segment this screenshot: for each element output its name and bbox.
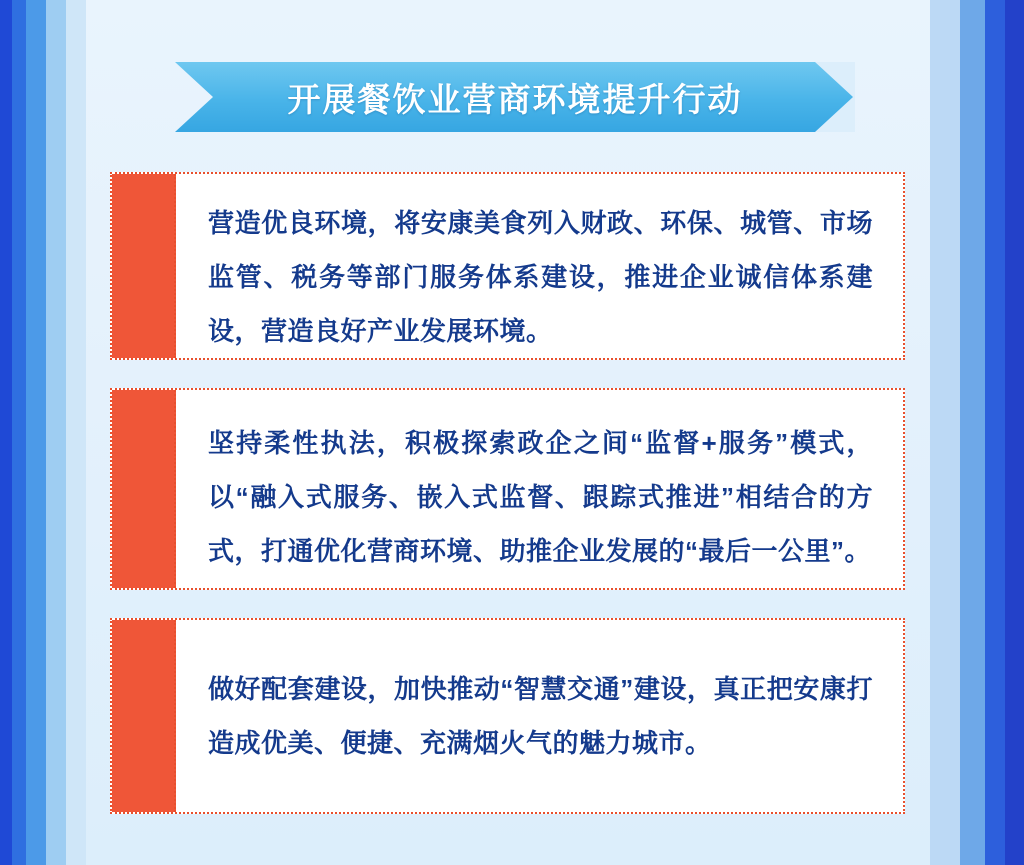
card-accent-bar	[112, 620, 176, 812]
card-text: 做好配套建设，加快推动“智慧交通”建设，真正把安康打造成优美、便捷、充满烟火气的魅力城市。	[208, 674, 873, 758]
card-text: 坚持柔性执法，积极探索政企之间“监督+服务”模式，以“融入式服务、嵌入式监督、跟踪式推进”相结合的方式，打通优化营商环境、助推企业发展的“最后一公里”。	[208, 428, 873, 566]
card-accent-bar	[112, 390, 176, 588]
content-card-list	[110, 172, 905, 842]
page-title: 开展餐饮业营商环境提升行动	[287, 80, 743, 118]
card-accent-bar	[112, 174, 176, 358]
card-text: 营造优良环境，将安康美食列入财政、环保、城管、市场监管、税务等部门服务体系建设，推进企业诚信体系建设，营造良好产业发展环境。	[208, 208, 873, 346]
header-banner	[175, 62, 855, 132]
content-card	[110, 388, 905, 590]
content-card	[110, 172, 905, 360]
content-card	[110, 618, 905, 814]
